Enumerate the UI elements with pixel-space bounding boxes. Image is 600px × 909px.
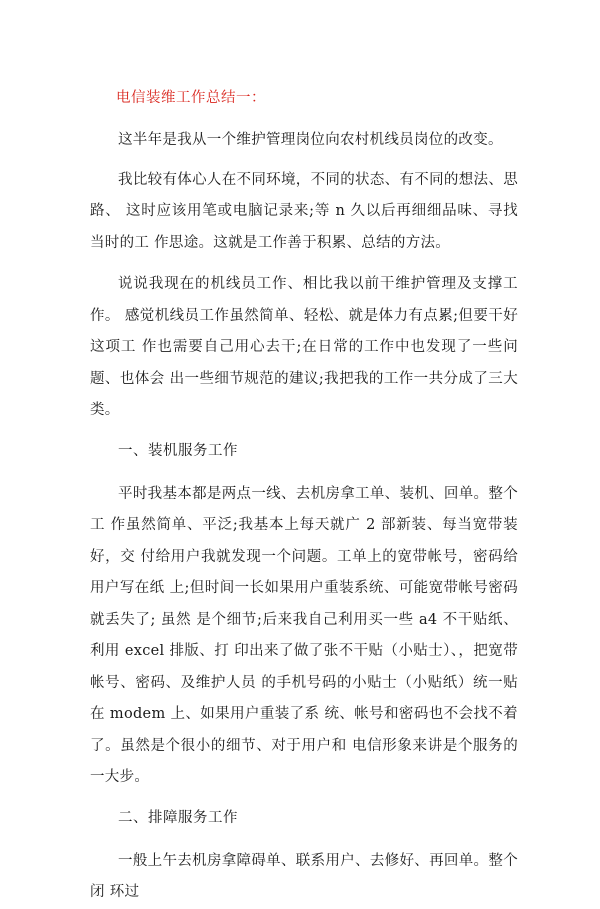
section-heading-installation: 一、装机服务工作 xyxy=(118,442,238,459)
installation-paragraph: 平时我基本都是两点一线、去机房拿工单、装机、回单。整个工 作虽然简单、平泛;我基本上每天就广 2 部新装、每当宽带装好，交 付给用户我就发现一个问题。工单上的宽带帐号，密码给用户写在纸 上;但时间一长如果用户重装系统、可能宽带帐号密码就丢失了; 虽然 是个细节;后来我自己利用买一些 a4 不干贴纸、利用 excel 排版、打 印出来了做了张不干贴（小贴士）、，把宽带帐号、密码、及维护人员 的手机号码的小贴士（小贴纸）统一贴在 modem 上、如果用户重装了系 统、帐号和密码也不会找不着了。虽然是个很小的细节、对于用户和 电信形象来讲是个服务的一大步。 xyxy=(90,485,518,785)
troubleshooting-paragraph: 一般上午去机房拿障碍单、联系用户、去修好、再回单。整个闭 环过 xyxy=(90,852,518,900)
document-title: 电信装维工作总结一： xyxy=(116,90,266,106)
section-heading-troubleshooting: 二、排障服务工作 xyxy=(118,809,238,826)
intro-paragraph: 这半年是我从一个维护管理岗位向农村机线员岗位的改变。 xyxy=(118,132,503,148)
work-overview-paragraph: 说说我现在的机线员工作、相比我以前干维护管理及支撑工作。 感觉机线员工作虽然简单、轻松、就是体力有点累;但要干好这项工 作也需要自己用心去干;在日常的工作中也发现了一些问题、也体会 出一些细节规范的建议;我把我的工作一共分成了三大类。 xyxy=(90,276,518,418)
method-paragraph: 我比较有体心人在不同环境，不同的状态、有不同的想法、思路、 这时应该用笔或电脑记录来;等 n 久以后再细细品味、寻找当时的工 作思途。这就是工作善于积累、总结的方法。 xyxy=(90,171,518,251)
